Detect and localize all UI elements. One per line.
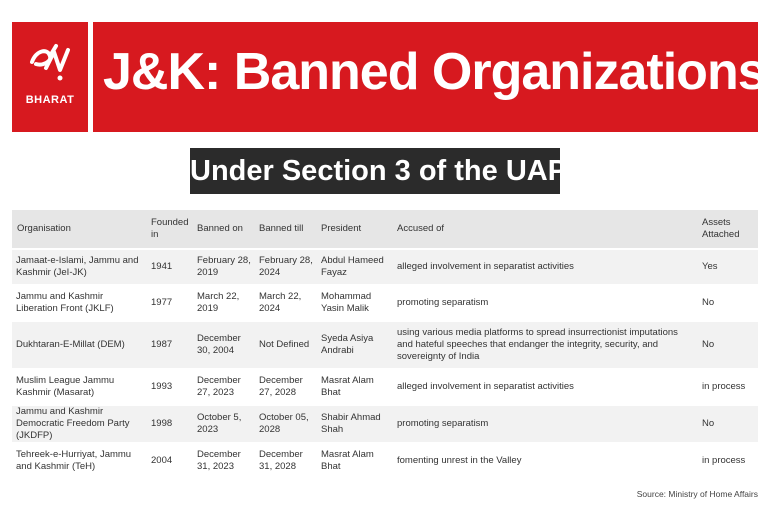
header-organisation: Organisation: [17, 223, 71, 234]
cell-organisation: Jammu and Kashmir Liberation Front (JKLF): [16, 291, 114, 314]
cell-banned-on: October 5, 2023: [197, 412, 242, 435]
header-banner: [12, 22, 766, 132]
header-founded-in: Founded in: [151, 217, 189, 240]
table-row: [12, 444, 758, 478]
cell-banned-till: December 27, 2028: [259, 375, 303, 398]
cell-assets-attached: No: [702, 418, 715, 429]
cell-banned-till: Not Defined: [259, 339, 310, 350]
cell-founded-in: 1977: [151, 297, 173, 308]
cell-banned-on: March 22, 2019: [197, 291, 240, 314]
header-banned-till: Banned till: [259, 223, 304, 234]
cell-banned-on: December 27, 2023: [197, 375, 241, 398]
cell-assets-attached: No: [702, 339, 715, 350]
header-accused-of: Accused of: [397, 223, 444, 234]
cell-banned-on: December 31, 2023: [197, 449, 241, 472]
page-title: J&K: Banned Organizations: [103, 43, 766, 101]
table-row: [12, 250, 758, 284]
table-header-row: [12, 210, 758, 248]
cell-accused-of: fomenting unrest in the Valley: [397, 455, 522, 466]
cell-assets-attached: Yes: [702, 261, 718, 272]
cell-founded-in: 1998: [151, 418, 173, 429]
cell-founded-in: 1993: [151, 381, 173, 392]
cell-banned-till: October 05, 2028: [259, 412, 309, 435]
cell-founded-in: 1987: [151, 339, 173, 350]
cell-accused-of: promoting separatism: [397, 418, 489, 429]
cell-organisation: Tehreek-e-Hurriyat, Jammu and Kashmir (TeH): [16, 449, 132, 472]
cell-organisation: Jamaat-e-Islami, Jammu and Kashmir (JeI-JK): [16, 255, 139, 278]
cell-organisation: Muslim League Jammu Kashmir (Masarat): [16, 375, 115, 398]
cell-banned-on: February 28, 2019: [197, 255, 251, 278]
cell-assets-attached: No: [702, 297, 715, 308]
cell-president: Shabir Ahmad Shah: [321, 412, 381, 435]
table-row: [12, 406, 758, 442]
cell-founded-in: 1941: [151, 261, 173, 272]
title-box: [93, 22, 766, 132]
source-note: Source: Ministry of Home Affairs: [636, 489, 758, 499]
etv-bharat-logo: [12, 22, 88, 132]
cell-president: Syeda Asiya Andrabi: [321, 333, 374, 356]
cell-organisation: Dukhtaran-E-Millat (DEM): [16, 339, 125, 350]
table-row: [12, 322, 758, 368]
cell-banned-till: March 22, 2024: [259, 291, 302, 314]
cell-president: Masrat Alam Bhat: [321, 375, 374, 398]
table-row: [12, 370, 758, 404]
cell-accused-of: alleged involvement in separatist activities: [397, 261, 574, 272]
header-banned-on: Banned on: [197, 223, 243, 234]
cell-accused-of: promoting separatism: [397, 297, 489, 308]
cell-assets-attached: in process: [702, 455, 746, 466]
header-assets-attached: Assets Attached: [702, 217, 740, 240]
cell-banned-till: February 28, 2024: [259, 255, 313, 278]
cell-president: Abdul Hameed Fayaz: [321, 255, 384, 278]
subtitle: Under Section 3 of the UAPA: [190, 148, 560, 194]
cell-accused-of: using various media platforms to spread insurrectionist imputations and hateful speeches that endanger the integrity, security, and sovereignty of India: [397, 327, 678, 362]
cell-banned-on: December 30, 2004: [197, 333, 241, 356]
cell-president: Masrat Alam Bhat: [321, 449, 374, 472]
cell-organisation: Jammu and Kashmir Democratic Freedom Party (JKDFP): [16, 406, 130, 441]
cell-banned-till: December 31, 2028: [259, 449, 303, 472]
cell-accused-of: alleged involvement in separatist activities: [397, 381, 574, 392]
cell-assets-attached: in process: [702, 381, 746, 392]
cell-president: Mohammad Yasin Malik: [321, 291, 372, 314]
header-president: President: [321, 223, 362, 234]
etv-logo-icon: [26, 40, 74, 86]
table-row: [12, 286, 758, 320]
banned-organizations-table: [12, 208, 758, 480]
logo-text: BHARAT: [25, 94, 75, 106]
cell-founded-in: 2004: [151, 455, 173, 466]
